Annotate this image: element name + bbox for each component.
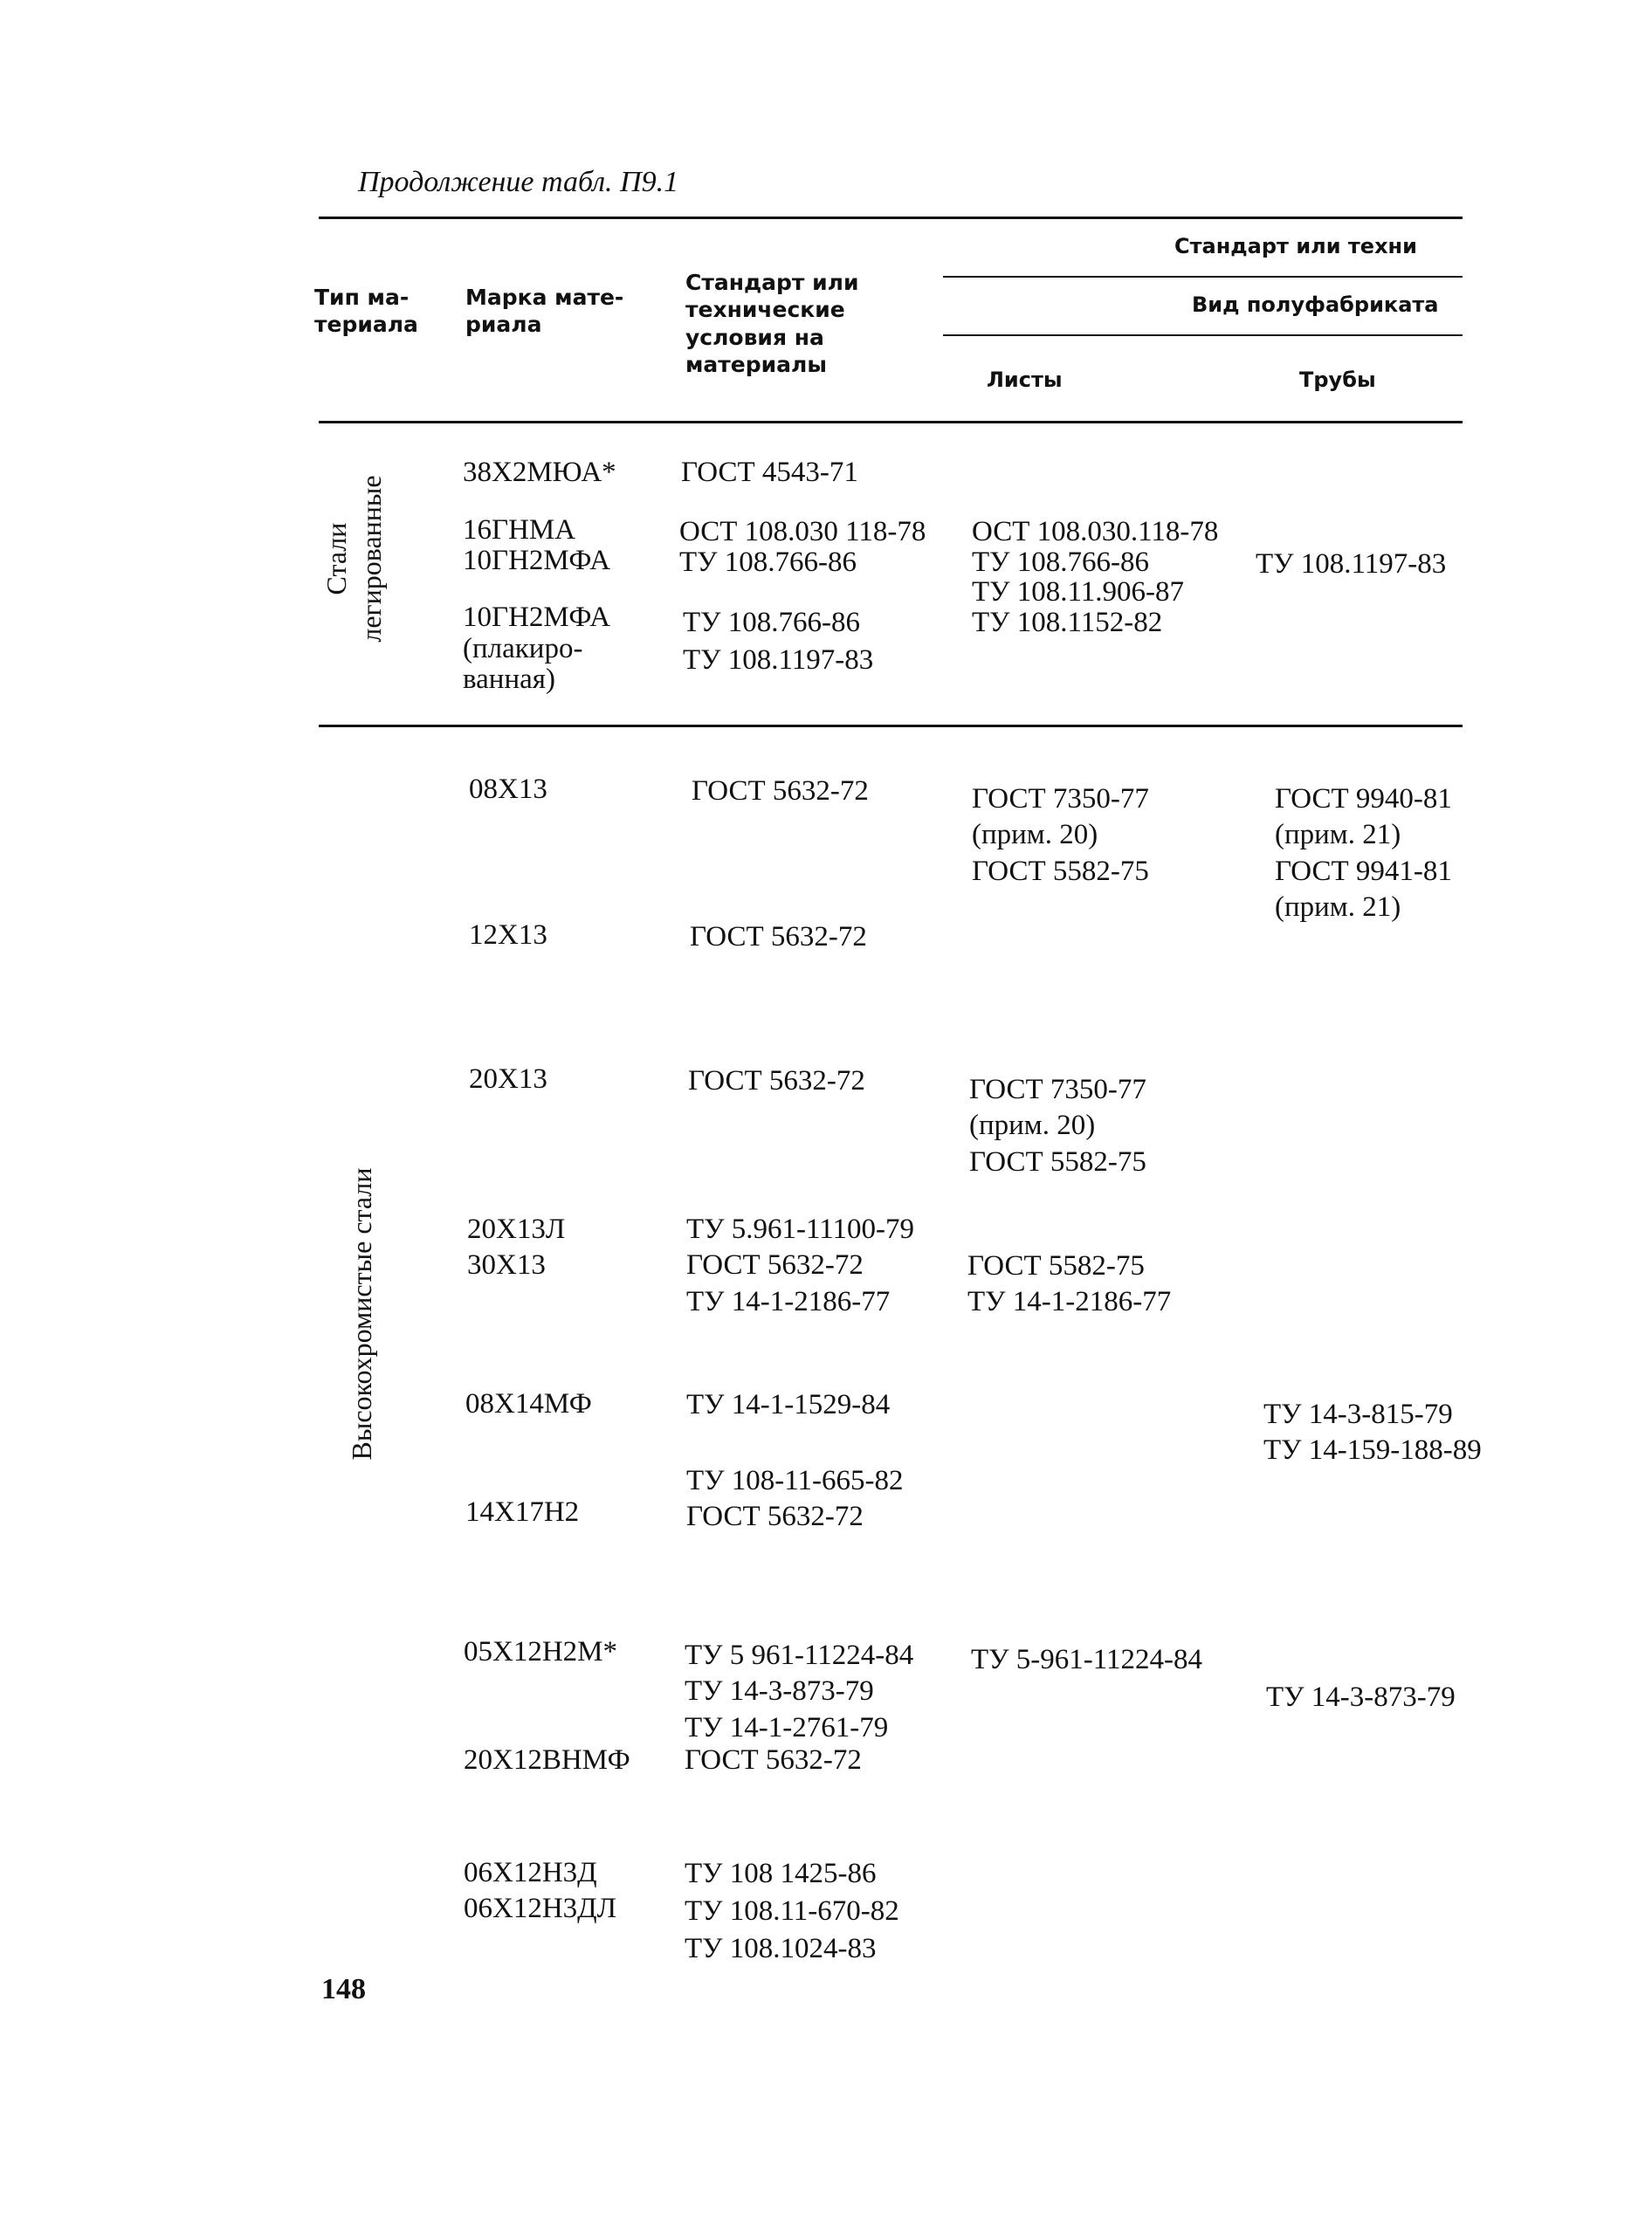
page-number: 148 [321,1973,366,2005]
standard-cell: ТУ 5.961-11100-79 ГОСТ 5632-72 ТУ 14-1-2186-77 [686,1214,915,1317]
table-caption: Продолжение табл. П9.1 [358,166,679,198]
standard-cell: ТУ 5 961-11224-84 ТУ 14-3-873-79 ТУ 14-1-2761-79 [685,1640,914,1743]
header-tubes: Трубы [1299,368,1376,392]
sheets-cell: ГОСТ 5582-75 ТУ 14-1-2186-77 [967,1250,1172,1318]
standard-cell: ГОСТ 5632-72 [688,1065,865,1097]
standard-cell: ГОСТ 5632-72 [692,775,869,807]
standard-cell: ТУ 108.766-86 ТУ 108.1197-83 [683,607,874,676]
section-divider [319,725,1463,727]
tubes-cell: ТУ 14-3-815-79 ТУ 14-159-188-89 [1263,1399,1482,1467]
header-group-sub: Вид полуфабриката [1192,292,1439,317]
header-grade: Марка мате- риала [465,285,624,338]
section2-type-label: Высокохромистые стали [346,1167,377,1461]
top-rule [319,217,1463,219]
sheets-cell: ТУ 5-961-11224-84 [971,1644,1203,1675]
sheets-cell: ОСТ 108.030.118-78 ТУ 108.766-86 ТУ 108.11.906-87 ТУ 108.1152-82 [972,516,1219,638]
header-type: Тип ма- териала [314,285,418,338]
grade-cell: 05Х12Н2М* [464,1636,618,1668]
grade-cell: 20Х13 [469,1063,547,1095]
table-row [463,458,616,487]
grade-cell: 06Х12Н3Д 06Х12Н3ДЛ [464,1857,617,1925]
sheets-cell: ГОСТ 7350-77 (прим. 20) ГОСТ 5582-75 [972,783,1149,887]
header-sheets: Листы [987,368,1063,392]
header-bottom-rule [319,421,1463,423]
grade-cell: 12Х13 [469,919,547,951]
grade-cell: 10ГН2МФА (плакиро- ванная) [463,602,611,696]
tubes-cell: ГОСТ 9940-81 (прим. 21) ГОСТ 9941-81 (прим. 21) [1275,783,1452,923]
standard-cell: ТУ 108 1425-86 ТУ 108.11-670-82 ТУ 108.1024-83 [685,1858,899,1964]
standard-cell: ГОСТ 5632-72 [690,921,867,952]
header-group-top: Стандарт или техни [1174,234,1417,258]
grade-cell: 20Х13Л 30Х13 [467,1214,566,1282]
grade-cell: 38Х2МЮА* [463,457,616,488]
tubes-cell: ТУ 14-3-873-79 [1266,1681,1456,1713]
header-standard: Стандарт или технические условия на материалы [685,270,859,377]
tubes-cell: ТУ 108.1197-83 [1256,548,1447,580]
grade-cell: 16ГНМА 10ГН2МФА [463,514,611,576]
grade-cell: 20Х12ВНМФ [464,1744,630,1776]
subgroup-rule [943,334,1463,336]
section1-type-label: Стали легированные [320,475,387,643]
standard-cell: ОСТ 108.030 118-78 ТУ 108.766-86 [679,516,926,578]
grade-cell: 14Х17Н2 [465,1496,580,1528]
standard-cell: ГОСТ 5632-72 [685,1744,862,1776]
sheets-cell: ГОСТ 7350-77 (прим. 20) ГОСТ 5582-75 [969,1074,1146,1178]
standard-cell: ГОСТ 4543-71 [681,457,858,488]
group-rule [943,276,1463,278]
grade-cell: 08Х13 [469,774,547,805]
standard-cell: ТУ 108-11-665-82 ГОСТ 5632-72 [686,1465,904,1533]
grade-cell: 08Х14МФ [465,1388,592,1420]
standard-cell: ТУ 14-1-1529-84 [686,1389,891,1420]
